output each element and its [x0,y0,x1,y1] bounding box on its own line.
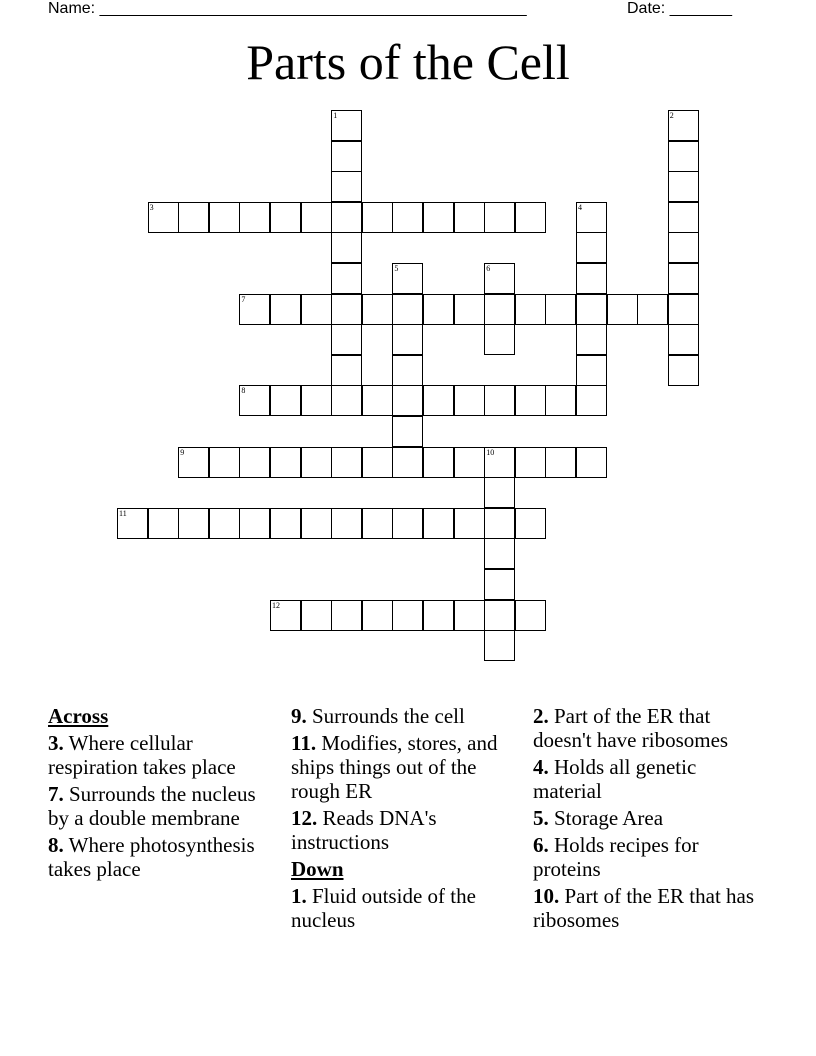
clue-number: 11 [119,508,127,518]
crossword-cell[interactable] [392,385,423,416]
crossword-cell[interactable] [484,538,515,569]
crossword-cell[interactable] [239,385,270,416]
crossword-cell[interactable] [362,202,393,233]
crossword-cell[interactable] [301,385,332,416]
clue-number: 1 [333,111,338,120]
clue-across-7: 7. Surrounds the nucleus by a double membrane [48,782,256,830]
crossword-cell[interactable] [270,600,301,631]
clues-column-3 [533,704,763,935]
crossword-cell[interactable] [484,569,515,600]
crossword-cell[interactable] [423,508,454,539]
crossword-cell[interactable] [423,447,454,478]
crossword-cell[interactable] [423,600,454,631]
page-title: Parts of the Cell [246,34,570,90]
crossword-cell[interactable] [117,508,148,539]
clue-down-4: 4. Holds all genetic material [533,755,697,803]
crossword-cell[interactable] [668,263,699,294]
clue-across-12: 12. Reads DNA's instructions [291,806,437,854]
crossword-cell[interactable] [454,508,485,539]
crossword-cell[interactable] [362,600,393,631]
crossword-cell[interactable] [148,508,179,539]
clue-number: 5 [394,264,399,273]
crossword-cell[interactable] [362,447,393,478]
crossword-cell[interactable] [331,202,362,233]
crossword-cell[interactable] [301,447,332,478]
crossword-cell[interactable] [484,294,515,325]
crossword-cell[interactable] [515,508,546,539]
crossword-cell[interactable] [423,385,454,416]
crossword-cell[interactable] [576,263,607,294]
crossword-cell[interactable] [331,171,362,202]
clue-number: 4 [578,202,582,212]
clue-across-11: 11. Modifies, stores, and ships things out of the rough ER [291,731,498,803]
clue-number: 2 [669,111,674,120]
crossword-cell[interactable] [515,294,546,325]
clue-down-5: 5. Storage Area [533,806,664,830]
clues-column-1 [48,704,278,884]
crossword-cell[interactable] [392,447,423,478]
crossword-cell[interactable] [668,202,699,233]
crossword-cell[interactable] [576,447,607,478]
crossword-cell[interactable] [178,202,209,233]
crossword-cell[interactable] [270,447,301,478]
crossword-cell[interactable] [576,385,607,416]
crossword-cell[interactable] [484,630,515,661]
crossword-cell[interactable] [362,385,393,416]
crossword-cell[interactable] [454,600,485,631]
crossword-cell[interactable] [515,385,546,416]
crossword-cell[interactable] [392,508,423,539]
crossword-cell[interactable] [239,294,270,325]
clue-number: 8 [241,386,246,396]
crossword-cell[interactable] [576,202,607,233]
crossword-cell[interactable] [576,324,607,355]
crossword-cell[interactable] [668,294,699,325]
crossword-cell[interactable] [239,447,270,478]
crossword-cell[interactable] [668,171,699,202]
clue-across-3: 3. Where cellular respiration takes place [48,731,236,779]
crossword-cell[interactable] [668,355,699,386]
crossword-cell[interactable] [392,324,423,355]
crossword-cell[interactable] [668,324,699,355]
crossword-cell[interactable] [484,447,515,478]
crossword-cell[interactable] [270,508,301,539]
crossword-cell[interactable] [331,110,362,141]
crossword-cell[interactable] [545,385,576,416]
crossword-cell[interactable] [392,416,423,447]
crossword-cell[interactable] [576,232,607,263]
crossword-cell[interactable] [331,294,362,325]
crossword-cell[interactable] [148,202,179,233]
crossword-cell[interactable] [423,202,454,233]
clue-down-2: 2. Part of the ER that doesn't have ribosomes [533,704,729,752]
crossword-cell[interactable] [209,447,240,478]
name-label: Name: ________________________________________________ [48,0,527,17]
crossword-cell[interactable] [301,202,332,233]
crossword-cell[interactable] [331,600,362,631]
clue-across-8: 8. Where photosynthesis takes place [48,833,255,881]
crossword-cell[interactable] [331,385,362,416]
crossword-cell[interactable] [484,202,515,233]
crossword-cell[interactable] [209,508,240,539]
clue-down-6: 6. Holds recipes for proteins [533,833,699,881]
crossword-cell[interactable] [331,447,362,478]
clue-number: 9 [180,447,185,457]
clue-number: 10 [486,447,495,457]
crossword-cell[interactable] [331,324,362,355]
crossword-cell[interactable] [484,477,515,508]
crossword-cell[interactable] [637,294,668,325]
down-heading: Down [291,857,344,881]
crossword-cell[interactable] [576,294,607,325]
clue-number: 12 [272,600,280,610]
clue-number: 3 [149,202,154,212]
crossword-cell[interactable] [668,141,699,172]
crossword-cell[interactable] [515,202,546,233]
crossword-cell[interactable] [239,508,270,539]
date-label: Date: _______ [627,0,732,17]
crossword-cell[interactable] [392,202,423,233]
crossword-cell[interactable] [576,355,607,386]
crossword-cell[interactable] [362,294,393,325]
crossword-cell[interactable] [454,447,485,478]
crossword-cell[interactable] [484,385,515,416]
crossword-cell[interactable] [178,508,209,539]
crossword-cell[interactable] [515,447,546,478]
crossword-cell[interactable] [392,263,423,294]
crossword-cell[interactable] [209,202,240,233]
crossword-cell[interactable] [668,232,699,263]
crossword-cell[interactable] [484,600,515,631]
crossword-cell[interactable] [362,508,393,539]
crossword-cell[interactable] [545,447,576,478]
crossword-cell[interactable] [331,355,362,386]
crossword-cell[interactable] [392,600,423,631]
crossword-cell[interactable] [392,355,423,386]
crossword-cell[interactable] [607,294,638,325]
clue-down-10: 10. Part of the ER that has ribosomes [533,884,755,932]
clue-number: 7 [241,294,246,304]
crossword-cell[interactable] [454,294,485,325]
crossword-cell[interactable] [484,263,515,294]
clue-across-9: 9. Surrounds the cell [291,704,465,728]
crossword-cell[interactable] [392,294,423,325]
across-heading: Across [48,704,109,728]
crossword-cell[interactable] [454,385,485,416]
clue-number: 6 [486,264,491,273]
clue-down-1: 1. Fluid outside of the nucleus [291,884,476,932]
crossword-cell[interactable] [515,600,546,631]
crossword-cell[interactable] [331,141,362,172]
crossword-cell[interactable] [239,202,270,233]
crossword-cell[interactable] [423,294,454,325]
crossword-cell[interactable] [301,600,332,631]
crossword-cell[interactable] [270,385,301,416]
clues-column-2 [291,704,521,935]
crossword-cell[interactable] [270,202,301,233]
crossword-cell[interactable] [270,294,301,325]
crossword-cell[interactable] [484,324,515,355]
crossword-cell[interactable] [484,508,515,539]
crossword-cell[interactable] [331,508,362,539]
crossword-cell[interactable] [668,110,699,141]
crossword-cell[interactable] [545,294,576,325]
crossword-cell[interactable] [301,508,332,539]
crossword-cell[interactable] [178,447,209,478]
crossword-cell[interactable] [301,294,332,325]
crossword-cell[interactable] [331,263,362,294]
crossword-cell[interactable] [331,232,362,263]
crossword-cell[interactable] [454,202,485,233]
